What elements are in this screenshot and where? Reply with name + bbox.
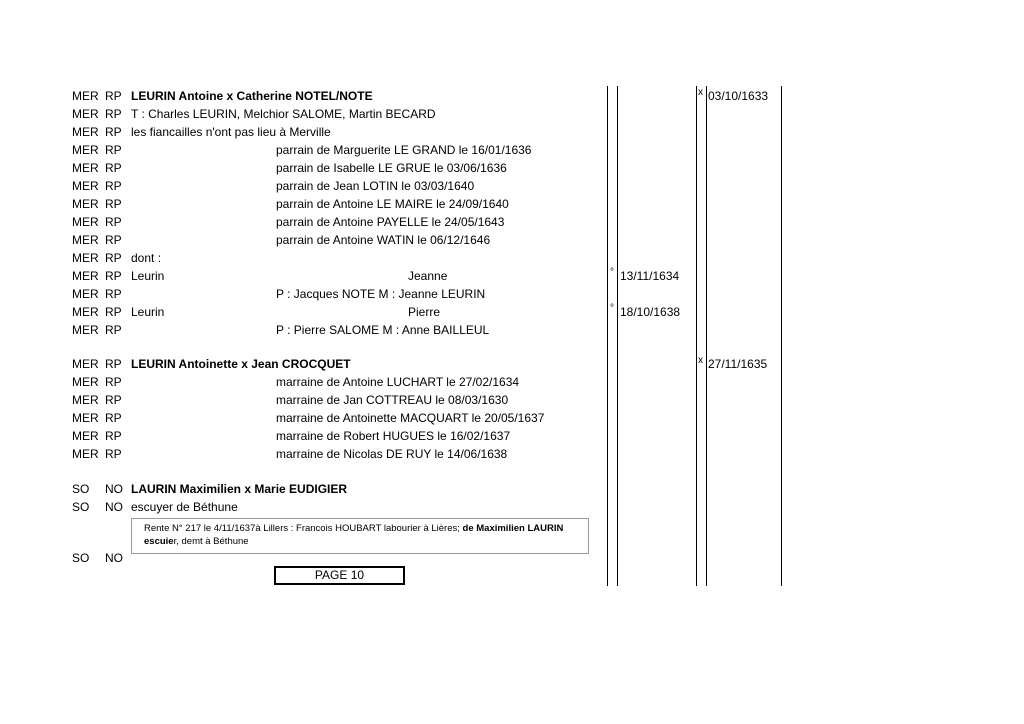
couple-heading: LEURIN Antoinette x Jean CROCQUET: [131, 357, 351, 371]
record-row: [0, 87, 1024, 105]
baptism-mark: °: [610, 267, 614, 278]
parish-code: MER: [72, 323, 99, 337]
source-code: RP: [105, 287, 122, 301]
parish-code: MER: [72, 251, 99, 265]
record-row: [0, 498, 1024, 516]
record-row: [0, 391, 1024, 409]
record-row: [0, 249, 1024, 267]
parish-code: MER: [72, 447, 99, 461]
record-row: [0, 445, 1024, 463]
couple-heading: LEURIN Antoine x Catherine NOTEL/NOTE: [131, 89, 373, 103]
record-row: [0, 355, 1024, 373]
record-row: [0, 549, 1024, 567]
marriage-date: 27/11/1635: [708, 357, 768, 371]
parish-code: MER: [72, 197, 99, 211]
godparent-entry: marraine de Antoinette MACQUART le 20/05/1637: [276, 411, 545, 425]
source-code: RP: [105, 411, 122, 425]
godparent-entry: marraine de Jan COTTREAU le 08/03/1630: [276, 393, 509, 407]
record-row: [0, 141, 1024, 159]
godparent-entry: marraine de Antoine LUCHART le 27/02/1634: [276, 375, 520, 389]
record-row: [0, 213, 1024, 231]
child-godparents: P : Pierre SALOME M : Anne BAILLEUL: [276, 323, 490, 337]
parish-code: MER: [72, 89, 99, 103]
godparent-entry: parrain de Isabelle LE GRUE le 03/06/1636: [276, 161, 507, 175]
child-given-name: Pierre: [408, 305, 441, 319]
parish-code: MER: [72, 393, 99, 407]
parish-code: MER: [72, 269, 99, 283]
record-row: [0, 409, 1024, 427]
parish-code: MER: [72, 143, 99, 157]
godparent-entry: parrain de Antoine LE MAIRE le 24/09/1640: [276, 197, 509, 211]
source-code: RP: [105, 393, 122, 407]
page-number-box: [274, 566, 405, 585]
note-bold-text: de Maximilien LAURIN escuie: [144, 523, 564, 547]
child-surname: Leurin: [131, 305, 165, 319]
source-code: RP: [105, 125, 122, 139]
source-code: NO: [105, 500, 123, 514]
title-text: escuyer de Béthune: [131, 500, 238, 514]
godparent-entry: parrain de Antoine PAYELLE le 24/05/1643: [276, 215, 505, 229]
parish-code: MER: [72, 287, 99, 301]
child-given-name: Jeanne: [408, 269, 448, 283]
witnesses-text: T : Charles LEURIN, Melchior SALOME, Martin BECARD: [131, 107, 436, 121]
godparent-entry: parrain de Antoine WATIN le 06/12/1646: [276, 233, 491, 247]
source-code: RP: [105, 323, 122, 337]
parish-code: MER: [72, 429, 99, 443]
baptism-date: 18/10/1638: [620, 305, 681, 319]
record-row: [0, 285, 1024, 303]
note-text-end: r, demt à Béthune: [173, 536, 249, 547]
source-code: RP: [105, 197, 122, 211]
source-code: RP: [105, 179, 122, 193]
parish-code: MER: [72, 215, 99, 229]
record-row: [0, 321, 1024, 339]
marriage-mark: x: [698, 355, 703, 366]
parish-code: MER: [72, 125, 99, 139]
parish-code: MER: [72, 179, 99, 193]
record-row: [0, 480, 1024, 498]
godparent-entry: marraine de Nicolas DE RUY le 14/06/1638: [276, 447, 508, 461]
source-code: RP: [105, 269, 122, 283]
record-row: [0, 303, 1024, 321]
parish-code: MER: [72, 161, 99, 175]
baptism-mark: °: [610, 303, 614, 314]
source-code: RP: [105, 161, 122, 175]
source-code: RP: [105, 89, 122, 103]
record-row: [0, 159, 1024, 177]
source-code: RP: [105, 251, 122, 265]
source-code: RP: [105, 143, 122, 157]
source-code: RP: [105, 305, 122, 319]
source-code: NO: [105, 551, 123, 565]
parish-code: MER: [72, 305, 99, 319]
source-code: RP: [105, 233, 122, 247]
parish-code: MER: [72, 375, 99, 389]
parish-code: MER: [72, 411, 99, 425]
parish-code: MER: [72, 233, 99, 247]
source-code: RP: [105, 375, 122, 389]
child-surname: Leurin: [131, 269, 165, 283]
source-code: RP: [105, 429, 122, 443]
record-row: [0, 231, 1024, 249]
source-code: RP: [105, 357, 122, 371]
page-number: PAGE 10: [314, 568, 365, 582]
couple-heading: LAURIN Maximilien x Marie EUDIGIER: [131, 482, 348, 496]
godparent-entry: parrain de Jean LOTIN le 03/03/1640: [276, 179, 475, 193]
parish-code: MER: [72, 357, 99, 371]
source-code: RP: [105, 107, 122, 121]
record-row: [0, 427, 1024, 445]
record-row: [0, 373, 1024, 391]
record-row: [0, 195, 1024, 213]
source-code: NO: [105, 482, 123, 496]
marriage-date: 03/10/1633: [708, 89, 769, 103]
record-row: [0, 177, 1024, 195]
source-code: RP: [105, 215, 122, 229]
parish-code: MER: [72, 107, 99, 121]
record-row: [0, 105, 1024, 123]
child-godparents: P : Jacques NOTE M : Jeanne LEURIN: [276, 287, 486, 301]
baptism-date: 13/11/1634: [620, 269, 680, 283]
remark-text: les fiancailles n'ont pas lieu à Merville: [131, 125, 331, 139]
parish-code: SO: [72, 551, 90, 565]
note-text: Rente N° 217 le 4/11/1637à Lillers : Francois HOUBART labourier à Lières;: [144, 523, 463, 534]
parish-code: SO: [72, 500, 90, 514]
record-row: [0, 267, 1024, 285]
children-heading: dont :: [131, 251, 162, 265]
source-code: RP: [105, 447, 122, 461]
marriage-mark: x: [698, 87, 703, 98]
godparent-entry: marraine de Robert HUGUES le 16/02/1637: [276, 429, 511, 443]
record-row: [0, 123, 1024, 141]
parish-code: SO: [72, 482, 90, 496]
godparent-entry: parrain de Marguerite LE GRAND le 16/01/1636: [276, 143, 532, 157]
